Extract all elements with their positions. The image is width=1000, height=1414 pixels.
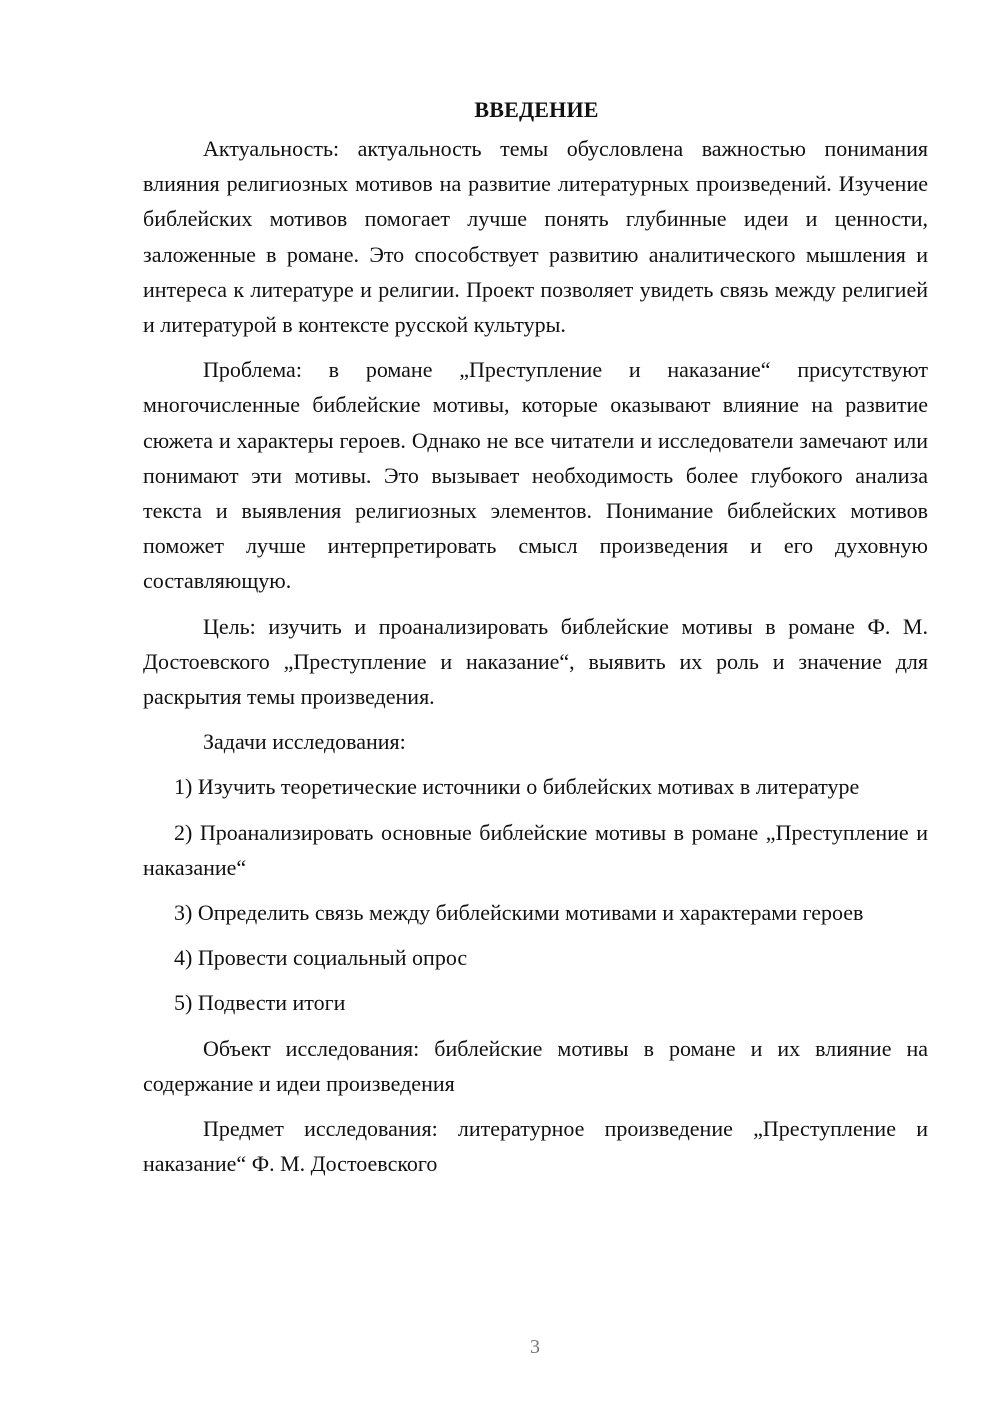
list-item: 1) Изучить теоретические источники о библейских мотивах в литературе <box>174 774 860 800</box>
tasks-list <box>143 769 928 1020</box>
list-item: 5) Подвести итоги <box>174 990 346 1016</box>
document-page <box>143 92 928 1191</box>
goal-paragraph: Цель: изучить и проанализировать библейские мотивы в романе Ф. М. Достоевского „Преступление и наказание“, выявить их роль и значение для раскрытия темы произведения. <box>143 613 928 710</box>
page-number: 3 <box>530 1336 540 1358</box>
tasks-heading: Задачи исследования: <box>203 729 406 755</box>
list-item: 4) Провести социальный опрос <box>174 945 468 971</box>
list-item: 2) Проанализировать основные библейские мотивы в романе „Преступление и наказание“ <box>143 819 928 880</box>
relevance-paragraph: Актуальность: актуальность темы обусловлена важностью понимания влияния религиозных мотивов на развитие литературных произведений. Изучение библейских мотивов помогает лучше понять глубинные идеи и ценности, заложенные в романе. Это способствует развитию аналитического мышления и интереса к литературе и религии. Проект позволяет увидеть связь между религией и литературой в контексте русской культуры. <box>143 136 928 338</box>
list-item: 3) Определить связь между библейскими мотивами и характерами героев <box>174 900 864 926</box>
object-paragraph: Объект исследования: библейские мотивы в романе и их влияние на содержание и идеи произведения <box>143 1035 928 1096</box>
subject-paragraph: Предмет исследования: литературное произведение „Преступление и наказание“ Ф. М. Достоевского <box>143 1116 928 1177</box>
problem-paragraph: Проблема: в романе „Преступление и наказание“ присутствуют многочисленные библейские мотивы, которые оказывают влияние на развитие сюжета и характеры героев. Однако не все читатели и исследователи замечают или понимают эти мотивы. Это вызывает необходимость более глубокого анализа текста и выявления религиозных элементов. Понимание библейских мотивов поможет лучше интерпретировать смысл произведения и его духовную составляющую. <box>143 357 928 594</box>
page-title: ВВЕДЕНИЕ <box>474 97 599 122</box>
